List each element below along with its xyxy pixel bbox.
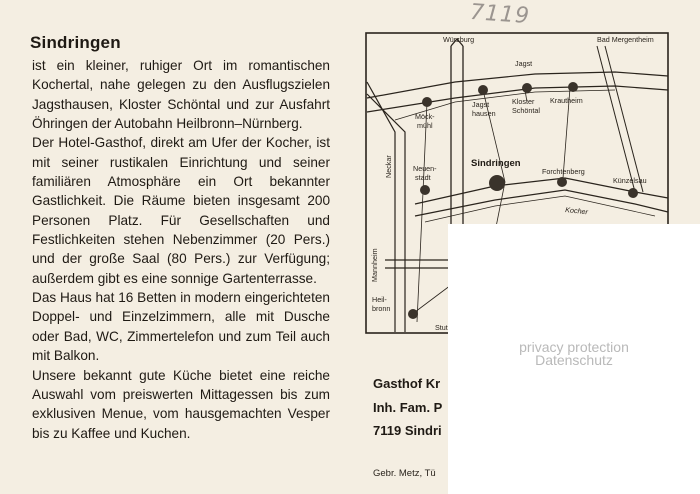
privacy-line-1: privacy protection — [519, 339, 629, 355]
pencil-annotation: 7119 — [469, 0, 531, 30]
label-forchtenberg: Forchtenberg — [542, 167, 585, 176]
road-moeckmuehl — [417, 102, 427, 322]
label-krautheim: Krautheim — [550, 96, 583, 105]
address-block — [373, 372, 442, 443]
label-neuenstadt-1: Neuen- — [413, 164, 437, 173]
label-bad-mergentheim: Bad Mergentheim — [597, 35, 654, 44]
label-wuerzburg: Würzburg — [443, 35, 475, 44]
town-dot-krautheim — [568, 82, 578, 92]
label-neckar: Neckar — [384, 155, 393, 178]
paragraph-kitchen: Unsere bekannt gute Küche bietet eine reiche Auswahl vom preiswerten Mittagessen bis zum exklusiven Menue, vom hausgemachten Vesper bis zu Kaffee und Kuchen. — [32, 367, 330, 441]
town-dot-neuenstadt — [420, 185, 430, 195]
privacy-overlay — [448, 224, 700, 494]
label-neuenstadt-2: stadt — [415, 173, 431, 182]
town-dot-forchtenberg — [557, 177, 567, 187]
label-kloster-2: Schöntal — [512, 106, 540, 115]
label-kocher: Kocher — [564, 205, 589, 217]
town-dot-kloster — [522, 83, 532, 93]
kocher-river-line — [425, 196, 655, 222]
label-heilbronn-2: bronn — [372, 304, 391, 313]
label-kuenzelsau: Künzelsau — [613, 176, 647, 185]
address-line-1: Gasthof Kr — [373, 376, 441, 391]
town-dot-moeckmuehl — [422, 97, 432, 107]
label-kloster-1: Kloster — [512, 97, 535, 106]
publisher-credit: Gebr. Metz, Tü — [373, 468, 436, 479]
page-title: Sindringen — [30, 33, 121, 52]
town-dot-jagsthausen — [478, 85, 488, 95]
privacy-text — [448, 341, 700, 367]
paragraph-intro: ist ein kleiner, ruhiger Ort im romantischen Kochertal, nahe gelegen zu den Ausflugszielen Jagsthausen, Kloster Schöntal und zur Ausfahrt Öhringen der Autobahn Heilbronn–Nürnberg. — [32, 58, 330, 132]
label-stuttgart: Stut — [435, 323, 448, 332]
address-line-2: Inh. Fam. P — [373, 399, 443, 415]
label-mannheim: Mannheim — [370, 248, 379, 282]
paragraph-rooms: Das Haus hat 16 Betten in modern eingerichteten Doppel- und Einzelzimmern, alle mit Dusche oder Bad, WC, Zimmertelefon und zum Teil auch mit Balkon. — [32, 290, 330, 364]
label-heilbronn-1: Heil- — [372, 295, 387, 304]
road-bad-mergentheim-2 — [605, 46, 643, 192]
label-moeckmuehl-2: mühl — [417, 121, 433, 130]
privacy-line-2: Datenschutz — [535, 352, 613, 368]
label-moeckmuehl-1: Möck- — [415, 112, 435, 121]
description-text — [32, 56, 330, 443]
label-jagsthausen-1: Jagst — [472, 100, 490, 109]
town-dot-kuenzelsau — [628, 188, 638, 198]
town-dot-sindringen — [489, 175, 505, 191]
label-sindringen: Sindringen — [471, 158, 521, 169]
address-line-3: 7119 Sindri — [373, 423, 442, 438]
town-dot-heilbronn — [408, 309, 418, 319]
label-jagsthausen-2: hausen — [472, 109, 496, 118]
paragraph-hotel: Der Hotel-Gasthof, direkt am Ufer der Kocher, ist mit seiner rustikalen Einrichtung und seiner familiären Atmosphäre ein Ort bekannter Gastlichkeit. Die Räume bieten insgesamt 200 Personen Platz. Für Gesellschaften und Festlichkeiten stehen Nebenzimmer (20 Pers.) und der große Saal (80 Pers.) zur Verfügung; außerdem gibt es eine sonnige Gartenterrasse. — [32, 135, 330, 286]
road-bad-mergentheim-1 — [597, 46, 635, 192]
label-jagst-river: Jagst — [515, 59, 533, 68]
